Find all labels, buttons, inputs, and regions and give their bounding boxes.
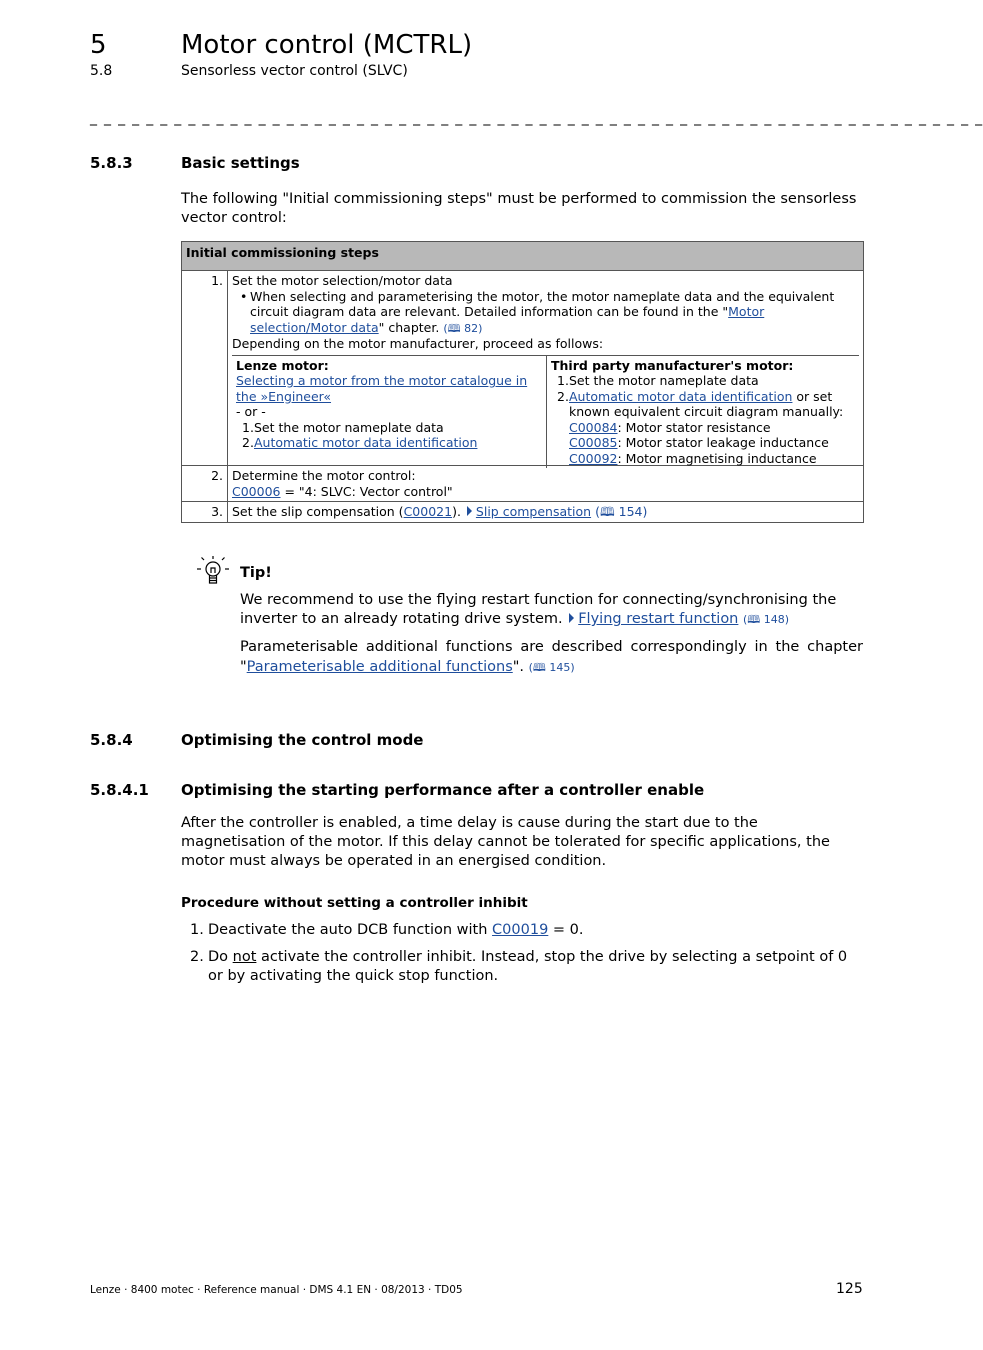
step-content [228,271,864,466]
link-c00085[interactable]: C00085 [569,435,618,450]
table-row [182,502,864,523]
tip-text: Parameterisable additional functions are described correspondingly in the chapter " [240,639,863,675]
step-title: Set the motor selection/motor data [232,273,453,288]
page-ref-145[interactable]: (🕮 145) [528,661,575,674]
chapter-number: 5 [90,30,107,60]
chapter-title: Motor control (MCTRL) [181,30,473,60]
link-auto-motor-id-2[interactable]: Automatic motor data identification [569,388,793,404]
table-row [182,466,864,502]
procedure-title: Procedure without setting a controller inhibit [181,895,528,911]
item-text: Do [208,949,233,965]
page-number: 125 [836,1281,863,1297]
step-number: 1. [182,271,228,466]
list-item [551,373,855,389]
link-auto-motor-id[interactable]: Automatic motor data identification [254,435,478,450]
body-paragraph: After the controller is enabled, a time delay is cause during the start due to the magnetisation of the motor. If this delay cannot be tolerated for specific applications, the motor must always be operated in an energised condition. [181,815,830,869]
list-item [190,948,863,986]
lenze-title: Lenze motor: [236,357,329,373]
item-text-end: activate the controller inhibit. Instead, stop the drive by selecting a setpoint of 0 or by activating the quick stop function. [208,949,848,984]
code-desc: : Motor stator leakage inductance [617,435,829,450]
link-parameterisable-functions[interactable]: Parameterisable additional functions [246,659,513,675]
intro-paragraph: The following "Initial commissioning steps" must be performed to commission the sensorless vector control: [181,191,857,226]
item-number: 2. [557,388,569,404]
tip-paragraph-1 [240,591,863,629]
tip-text: We recommend to use the flying restart function for connecting/synchronising the inverter to an already rotating drive system. [240,592,837,627]
third-party-title: Third party manufacturer's motor: [551,357,794,373]
bullet-text-end: " chapter. [378,319,440,335]
link-slip-compensation[interactable]: Slip compensation [475,504,592,519]
link-c00092[interactable]: C00092 [569,450,618,466]
item-text: or set known equivalent circuit diagram manually: [569,388,844,419]
page-ref-82[interactable]: (🕮 82) [443,321,483,335]
item-number: 1. [190,922,204,938]
or-text: - or - [236,404,266,419]
item-number: 2. [190,949,204,965]
item-number: 2. [242,435,254,450]
table-header: Initial commissioning steps [182,242,864,271]
heading-number-5841: 5.8.4.1 [90,781,149,799]
item-text: Deactivate the auto DCB function with [208,922,493,938]
underlined-not: not [232,949,257,965]
step-content [228,466,864,502]
table-row [182,271,864,466]
step-value: = "4: SLVC: Vector control" [280,483,453,499]
third-party-motor-cell [547,355,860,468]
step-number: 2. [182,466,228,502]
link-flying-restart[interactable]: Flying restart function [578,611,739,627]
code-desc: : Motor magnetising inductance [617,450,817,466]
lightbulb-icon [196,554,230,588]
step-content [228,502,864,523]
item-text: Set the motor nameplate data [254,419,444,435]
code-desc: : Motor stator resistance [617,419,771,435]
page-ref-154[interactable]: (🕮 154) [595,504,648,519]
item-number: 1. [557,373,569,388]
triangle-right-icon [467,506,472,516]
item-text-end: = 0. [548,922,584,938]
heading-basic-settings: Basic settings [181,154,300,172]
step-text: ). [452,504,461,519]
link-c00084[interactable]: C00084 [569,419,618,435]
step-text: Set the slip compensation ( [232,504,404,519]
list-item [236,435,542,451]
bullet-item [232,289,859,337]
commissioning-steps-table [181,241,864,523]
depending-text: Depending on the motor manufacturer, proceed as follows: [232,336,604,351]
footer-info: Lenze · 8400 motec · Reference manual · DMS 4.1 EN · 08/2013 · TD05 [90,1284,463,1296]
step-number: 3. [182,502,228,523]
page-ref-148[interactable]: (🕮 148) [743,613,790,626]
tip-paragraph-2 [240,637,863,678]
bullet-text: When selecting and parameterising the motor, the motor nameplate data and the equivalent circuit diagram data are relevant. Detailed information can be found in the " [250,288,835,319]
heading-optimising-control: Optimising the control mode [181,731,424,749]
tip-label: Tip! [240,565,272,581]
list-item [551,389,855,467]
link-c00021[interactable]: C00021 [403,504,453,519]
tip-text-end: ". [512,659,525,675]
step-title: Determine the motor control: [232,468,416,483]
header-separator: _ _ _ _ _ _ _ _ _ _ _ _ _ _ _ _ _ _ _ _ _ _ _ _ _ _ _ _ _ _ _ _ _ _ _ _ _ _ _ _ _ _ _ _ _ _ _ _ _ _ _ _ _ _ _ _ _ _ _ _ _ _ _ _ [90,110,983,126]
link-c00019[interactable]: C00019 [492,922,549,938]
link-select-motor-catalogue[interactable]: Selecting a motor from the motor catalogue in the »Engineer« [236,373,528,404]
triangle-right-icon [569,613,574,623]
item-number: 1. [242,419,254,435]
section-title: Sensorless vector control (SLVC) [181,63,408,79]
list-item [190,921,863,940]
item-text: Set the motor nameplate data [569,373,759,388]
link-c00006[interactable]: C00006 [232,483,281,499]
heading-number-584: 5.8.4 [90,731,133,749]
section-number: 5.8 [90,63,113,79]
motor-type-table [232,355,859,469]
lenze-motor-cell [232,355,547,468]
heading-starting-performance: Optimising the starting performance after a controller enable [181,781,705,799]
list-item [236,420,542,436]
heading-number-583: 5.8.3 [90,154,133,172]
link-motor-selection[interactable]: Motor selection/Motor data [250,304,765,335]
